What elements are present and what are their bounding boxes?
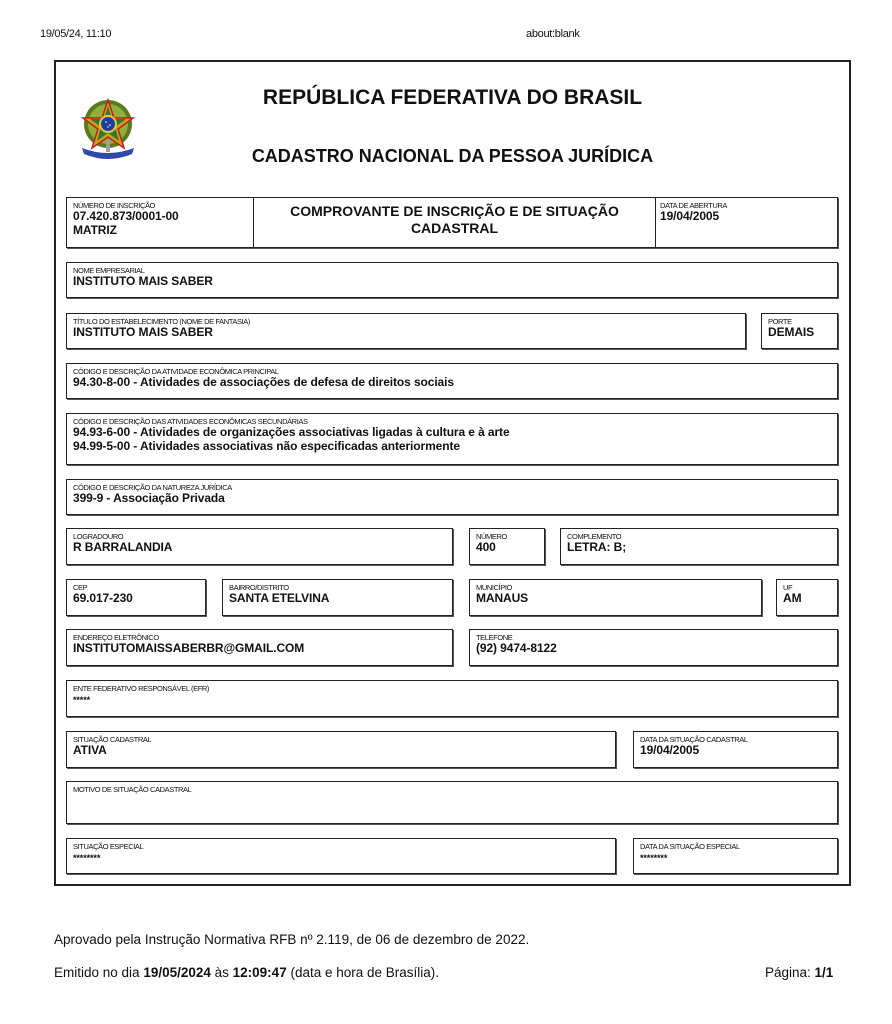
- email-label: ENDEREÇO ELETRÔNICO: [73, 633, 159, 642]
- emission-note: [54, 965, 439, 980]
- uf-label: UF: [783, 583, 793, 592]
- emission-prefix: Emitido no dia: [54, 965, 144, 980]
- complemento-box: [560, 528, 838, 565]
- municipio-value: MANAUS: [476, 591, 529, 605]
- emission-mid: às: [210, 965, 233, 980]
- situacao-especial-box: [66, 838, 616, 874]
- data-abertura-cell: [654, 198, 837, 247]
- municipio-box: [469, 579, 762, 616]
- nome-empresarial-value: INSTITUTO MAIS SABER: [73, 274, 213, 288]
- situacao-cadastral-box: [66, 731, 616, 768]
- situacao-cadastral-label: SITUAÇÃO CADASTRAL: [73, 735, 152, 744]
- atividade-principal-value: 94.30-8-00 - Atividades de associações de defesa de direitos sociais: [73, 375, 454, 389]
- telefone-value: (92) 9474-8122: [476, 641, 557, 655]
- data-abertura-label: DATA DE ABERTURA: [660, 201, 727, 210]
- atividade-principal-box: [66, 363, 838, 399]
- titulo-label: TÍTULO DO ESTABELECIMENTO (NOME DE FANTASIA): [73, 317, 251, 326]
- page-label: Página:: [765, 965, 815, 980]
- emission-time: 12:09:47: [232, 965, 287, 980]
- comprovante-cell: [253, 198, 656, 247]
- atividade-secundaria-item: 94.99-5-00 - Atividades associativas não especificadas anteriormente: [73, 439, 460, 453]
- data-situacao-cadastral-label: DATA DA SITUAÇÃO CADASTRAL: [640, 735, 748, 744]
- situacao-cadastral-value: ATIVA: [73, 743, 107, 757]
- atividades-secundarias-label: CÓDIGO E DESCRIÇÃO DAS ATIVIDADES ECONÔMICAS SECUNDÁRIAS: [73, 417, 308, 426]
- data-situacao-cadastral-value: 19/04/2005: [640, 743, 700, 757]
- bairro-label: BAIRRO/DISTRITO: [229, 583, 289, 592]
- numero-inscricao-value: 07.420.873/0001-00: [73, 209, 179, 223]
- comprovante-title: COMPROVANTE DE INSCRIÇÃO E DE SITUAÇÃO CADASTRAL: [290, 203, 619, 236]
- uf-box: [776, 579, 838, 616]
- page-value: 1/1: [814, 965, 834, 980]
- telefone-box: [469, 629, 838, 666]
- document-subtitle: CADASTRO NACIONAL DA PESSOA JURÍDICA: [251, 146, 654, 166]
- porte-value: DEMAIS: [768, 325, 815, 339]
- porte-box: [761, 313, 838, 349]
- numero-box: [469, 528, 545, 565]
- situacao-especial-value: ********: [73, 853, 101, 863]
- bairro-value: SANTA ETELVINA: [229, 591, 330, 605]
- porte-label: PORTE: [768, 317, 792, 326]
- numero-inscricao-cell: [67, 198, 253, 247]
- print-url: about:blank: [526, 28, 580, 40]
- data-situacao-cadastral-box: [633, 731, 838, 768]
- header-info-row: [66, 197, 838, 248]
- approval-note: Aprovado pela Instrução Normativa RFB nº 2.119, de 06 de dezembro de 2022.: [54, 932, 530, 947]
- nome-empresarial-box: [66, 262, 838, 298]
- efr-box: [66, 680, 838, 717]
- efr-label: ENTE FEDERATIVO RESPONSÁVEL (EFR): [73, 684, 209, 693]
- nome-empresarial-label: NOME EMPRESARIAL: [73, 266, 145, 275]
- efr-value: *****: [73, 695, 91, 705]
- inscricao-type: MATRIZ: [73, 223, 117, 237]
- data-situacao-especial-box: [633, 838, 838, 874]
- complemento-label: COMPLEMENTO: [567, 532, 622, 541]
- logradouro-value: R BARRALANDIA: [73, 540, 173, 554]
- titulo-value: INSTITUTO MAIS SABER: [73, 325, 213, 339]
- email-box: [66, 629, 453, 666]
- atividade-secundaria-item: 94.93-6-00 - Atividades de organizações associativas ligadas à cultura e à arte: [73, 425, 510, 439]
- natureza-juridica-value: 399-9 - Associação Privada: [73, 491, 225, 505]
- document-title: REPÚBLICA FEDERATIVA DO BRASIL: [262, 86, 643, 109]
- motivo-situacao-label: MOTIVO DE SITUAÇÃO CADASTRAL: [73, 785, 192, 794]
- numero-value: 400: [476, 540, 496, 554]
- email-value: INSTITUTOMAISSABERBR@GMAIL.COM: [73, 641, 305, 655]
- telefone-label: TELEFONE: [476, 633, 513, 642]
- cep-box: [66, 579, 206, 616]
- emission-suffix: (data e hora de Brasília).: [286, 965, 440, 980]
- emission-date: 19/05/2024: [143, 965, 211, 980]
- data-situacao-especial-value: ********: [640, 853, 668, 863]
- brazil-coat-of-arms-icon: [72, 92, 144, 164]
- natureza-juridica-box: [66, 479, 838, 515]
- motivo-situacao-box: [66, 781, 838, 824]
- natureza-juridica-label: CÓDIGO E DESCRIÇÃO DA NATUREZA JURÍDICA: [73, 483, 232, 492]
- logradouro-label: LOGRADOURO: [73, 532, 124, 541]
- numero-inscricao-label: NÚMERO DE INSCRIÇÃO: [73, 201, 155, 210]
- complemento-value: LETRA: B;: [567, 540, 627, 554]
- uf-value: AM: [783, 591, 802, 605]
- atividades-secundarias-box: [66, 413, 838, 465]
- bairro-box: [222, 579, 453, 616]
- cep-label: CEP: [73, 583, 88, 592]
- numero-label: NÚMERO: [476, 532, 507, 541]
- situacao-especial-label: SITUAÇÃO ESPECIAL: [73, 842, 144, 851]
- page-number: [765, 965, 833, 980]
- data-abertura-value: 19/04/2005: [660, 209, 720, 223]
- print-datetime: 19/05/24, 11:10: [40, 28, 112, 40]
- titulo-estabelecimento-box: [66, 313, 746, 349]
- cep-value: 69.017-230: [73, 591, 133, 605]
- municipio-label: MUNICÍPIO: [476, 583, 512, 592]
- logradouro-box: [66, 528, 453, 565]
- data-situacao-especial-label: DATA DA SITUAÇÃO ESPECIAL: [640, 842, 740, 851]
- atividade-principal-label: CÓDIGO E DESCRIÇÃO DA ATIVIDADE ECONÔMICA PRINCIPAL: [73, 367, 279, 376]
